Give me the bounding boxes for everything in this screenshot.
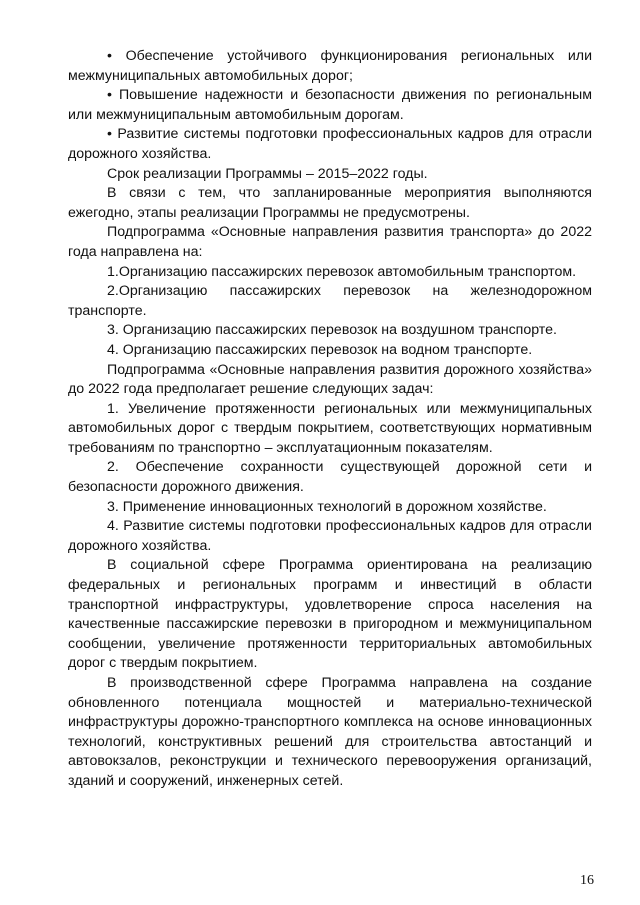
- page-number: 16: [580, 873, 594, 888]
- paragraph-term: Срок реализации Программы – 2015–2022 годы.: [107, 165, 428, 182]
- list-item-road-4: 4. Развитие системы подготовки профессиональных кадров для отрасли дорожного хозяйства.: [68, 518, 592, 554]
- paragraph-production-sphere: В производственной сфере Программа направлена на создание обновленного потенциала мощностей и материально-технической инфраструктуры дорожно-транспортного комплекса на основе инновационных технологий, конструктивных решений для строительства автостанций и автовокзалов, реконструкции и технического перевооружения организаций, зданий и сооружений, инженерных сетей.: [68, 675, 592, 789]
- list-item-road-2: 2. Обеспечение сохранности существующей дорожной сети и безопасности дорожного движения.: [68, 459, 592, 496]
- list-item-transport-1: 1.Организацию пассажирских перевозок автомобильным транспортом.: [107, 263, 577, 280]
- paragraph-social-sphere: В социальной сфере Программа ориентирована на реализацию федеральных и региональных программ и инвестиций в области транспортной инфраструктуры, удовлетворение спроса населения на качественные пассажирские перевозки в пригородном и межмуниципальном сообщении, увеличение протяженности территориальных автомобильных дорог с твердым покрытием.: [68, 557, 592, 672]
- list-item-road-3: 3. Применение инновационных технологий в дорожном хозяйстве.: [107, 498, 547, 515]
- list-item-transport-3: 3. Организацию пассажирских перевозок на воздушном транспорте.: [107, 322, 557, 339]
- body-text: [68, 47, 592, 792]
- paragraph-bullet-3: • Развитие системы подготовки профессиональных кадров для отрасли дорожного хозяйства.: [68, 126, 592, 162]
- list-item-transport-4: 4. Организацию пассажирских перевозок на водном транспорте.: [107, 341, 533, 358]
- paragraph-road-subprogram: Подпрограмма «Основные направления развития дорожного хозяйства» до 2022 года предполагает решение следующих задач:: [68, 361, 592, 398]
- paragraph-stages: В связи с тем, что запланированные мероприятия выполняются ежегодно, этапы реализации Программы не предусмотрены.: [68, 185, 592, 221]
- paragraph-bullet-2: • Повышение надежности и безопасности движения по региональным или межмуниципальным автомобильным дорогам.: [68, 87, 592, 123]
- paragraph-transport-subprogram: Подпрограмма «Основные направления развития транспорта» до 2022 года направлена на:: [68, 224, 592, 260]
- list-item-road-1: 1. Увеличение протяженности региональных или межмуниципальных автомобильных дорог с твердым покрытием, соответствующих нормативным требованиям по транспортно – эксплуатационным показателям.: [68, 400, 592, 456]
- paragraph-bullet-1: • Обеспечение устойчивого функционирования региональных или межмуниципальных автомобильных дорог;: [68, 48, 592, 84]
- list-item-transport-2: 2.Организацию пассажирских перевозок на железнодорожном транспорте.: [68, 283, 592, 319]
